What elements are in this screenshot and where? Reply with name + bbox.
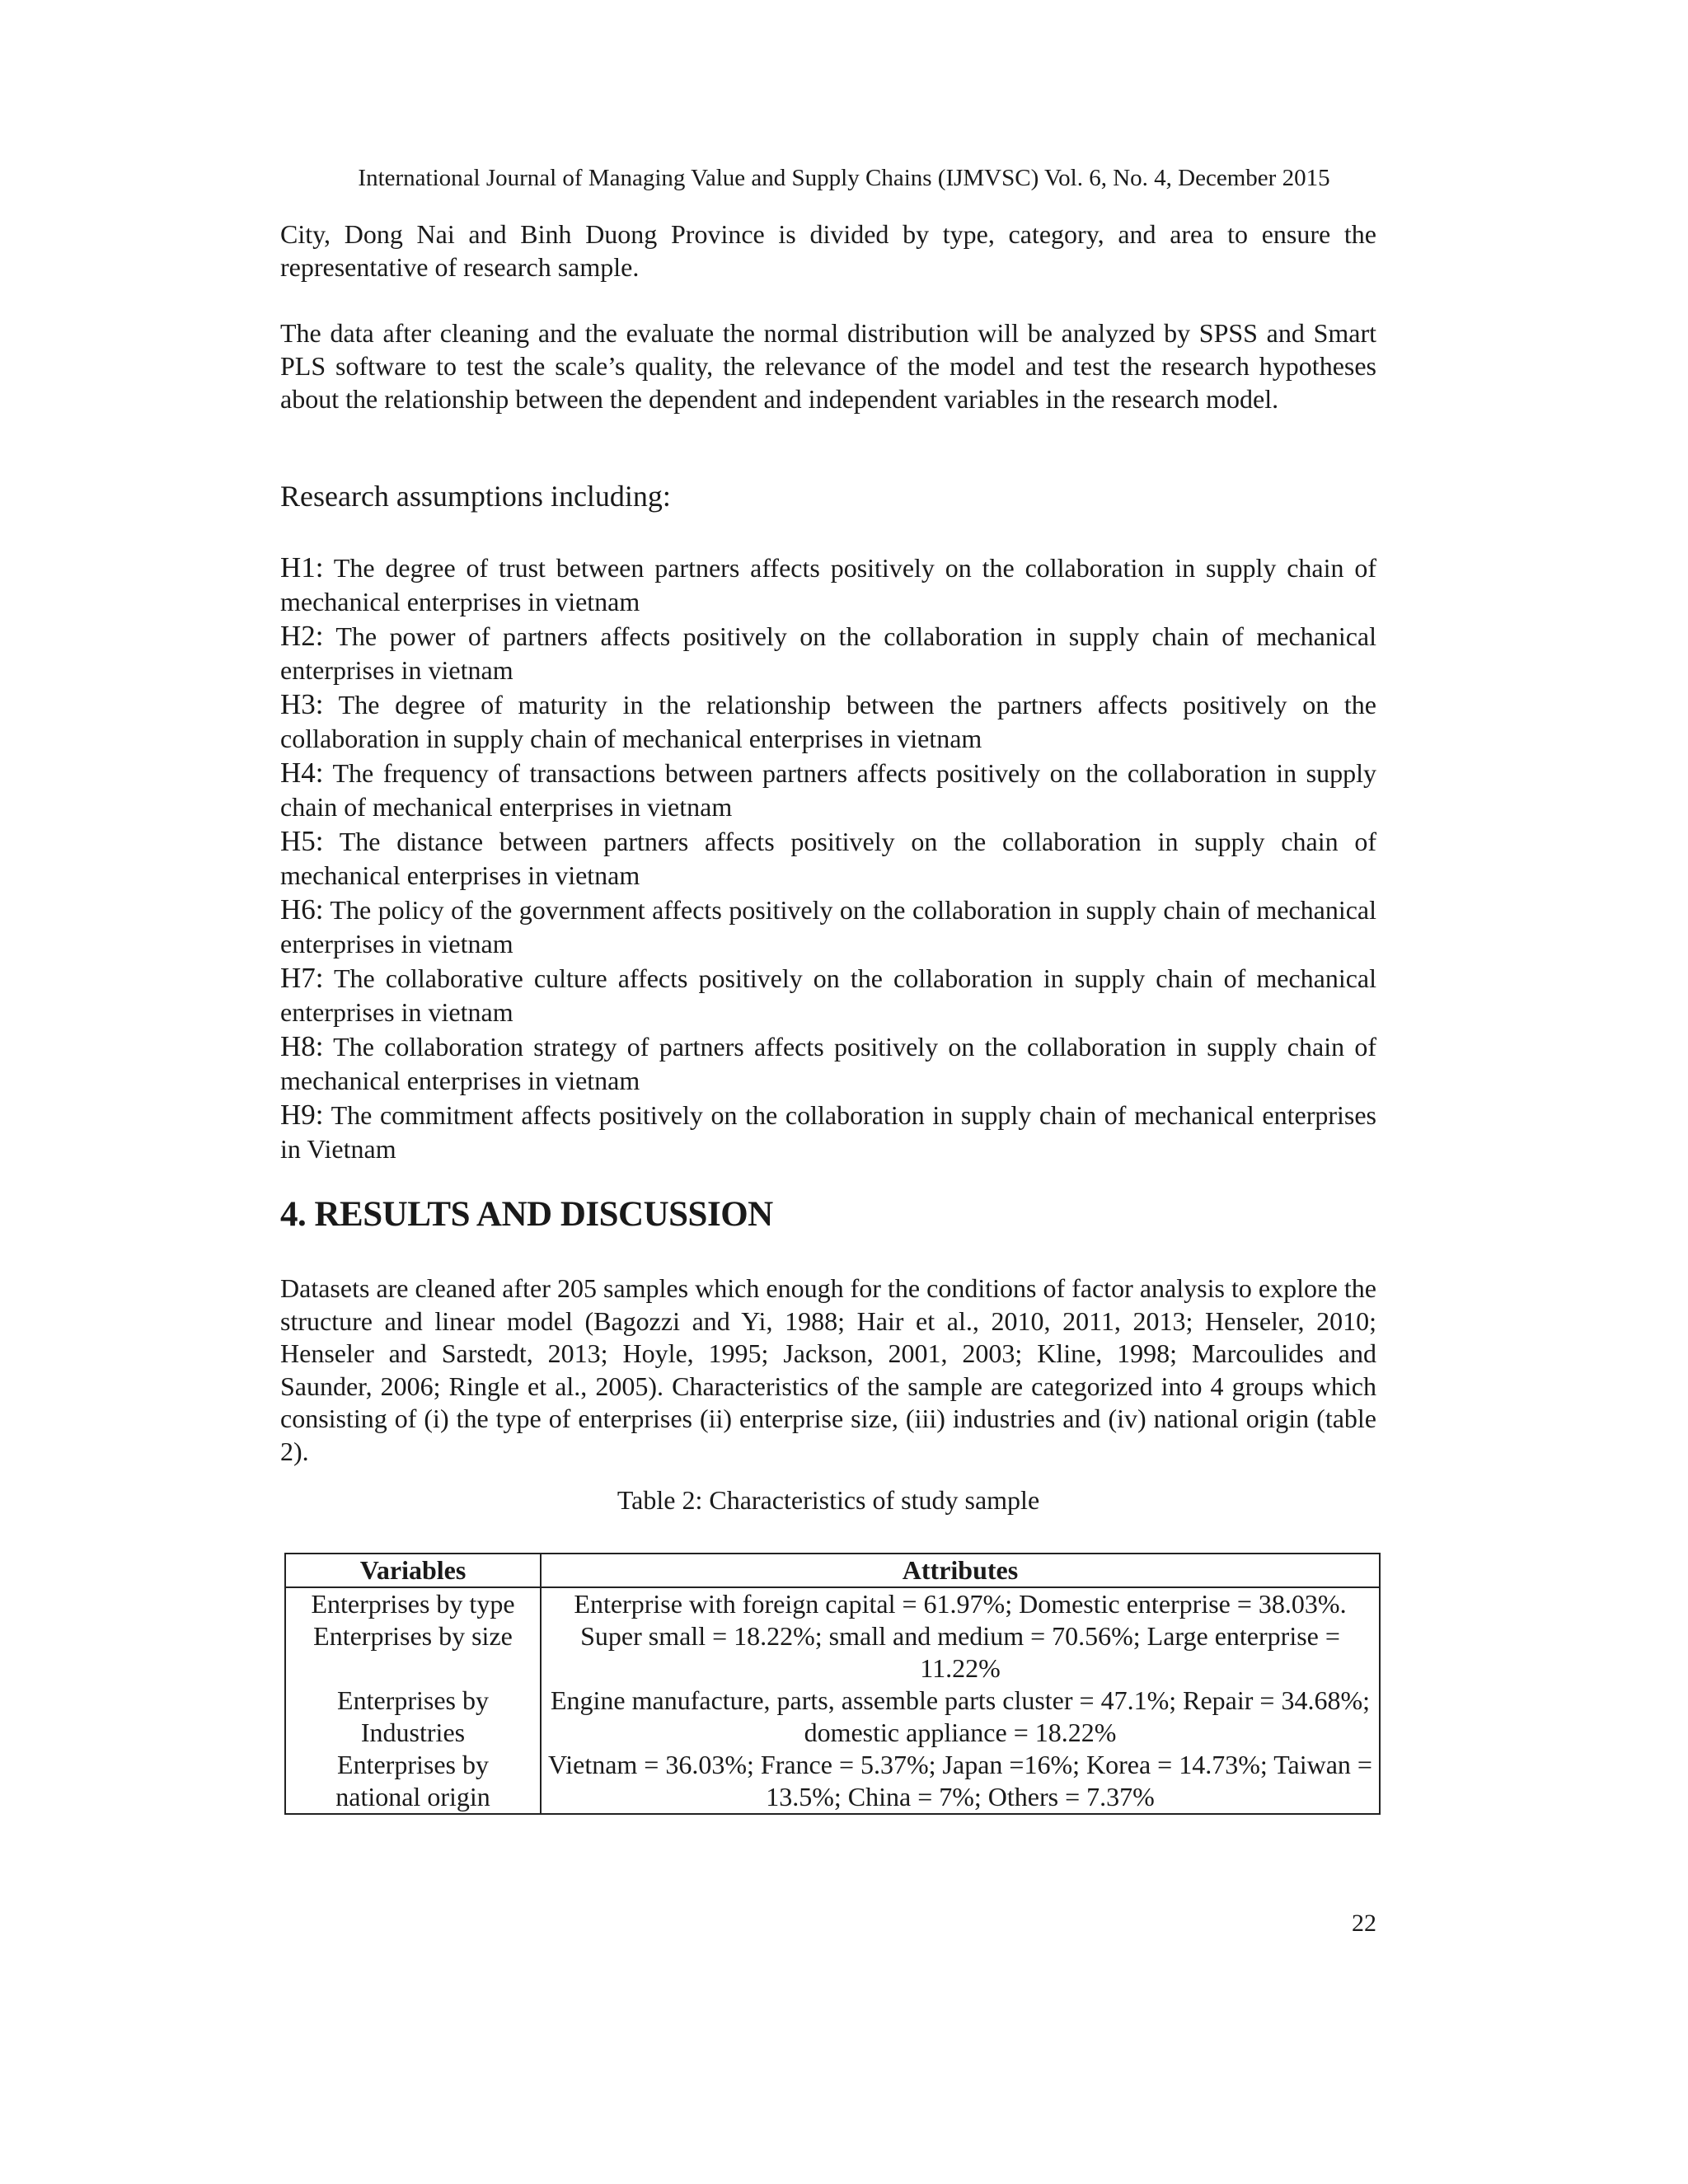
hypothesis-text: The degree of trust between partners affects positively on the collaboration in supply chain of mechanical enterprises in vietnam bbox=[280, 553, 1377, 616]
hypothesis-text: The collaborative culture affects positively on the collaboration in supply chain of mechanical enterprises in vietnam bbox=[280, 963, 1377, 1027]
cell-variable: Enterprises by type bbox=[285, 1587, 541, 1620]
hypotheses-list bbox=[280, 551, 1376, 1166]
hypothesis-id: H6: bbox=[280, 893, 324, 926]
table-row bbox=[285, 1587, 1380, 1620]
hypothesis-text: The commitment affects positively on the collaboration in supply chain of mechanical enterprises in Vietnam bbox=[280, 1100, 1377, 1164]
hypothesis-item bbox=[280, 893, 1376, 961]
cell-attributes: Engine manufacture, parts, assemble parts cluster = 47.1%; Repair = 34.68%; domestic appliance = 18.22% bbox=[541, 1685, 1380, 1749]
cell-attributes: Super small = 18.22%; small and medium = 70.56%; Large enterprise = 11.22% bbox=[541, 1620, 1380, 1685]
hypothesis-id: H7: bbox=[280, 962, 324, 994]
hypothesis-text: The distance between partners affects positively on the collaboration in supply chain of mechanical enterprises in vietnam bbox=[280, 827, 1377, 890]
hypothesis-item bbox=[280, 1098, 1376, 1166]
hypothesis-id: H3: bbox=[280, 688, 324, 720]
paragraph-data-analysis: The data after cleaning and the evaluate the normal distribution will be analyzed by SPSS and Smart PLS software to test the scale’s quality, the relevance of the model and test the research hypotheses about the relationship between the dependent and independent variables in the research model. bbox=[280, 318, 1376, 414]
hypothesis-text: The policy of the government affects positively on the collaboration in supply chain of mechanical enterprises in vietnam bbox=[280, 895, 1377, 958]
column-header-variables: Variables bbox=[285, 1554, 541, 1587]
hypothesis-id: H1: bbox=[280, 551, 324, 583]
hypothesis-text: The degree of maturity in the relationship between the partners affects positively on the collaboration in supply chain of mechanical enterprises in vietnam bbox=[280, 690, 1377, 753]
hypothesis-id: H2: bbox=[280, 620, 324, 652]
running-header: International Journal of Managing Value and Supply Chains (IJMVSC) Vol. 6, No. 4, December 2015 bbox=[358, 165, 1330, 191]
cell-attributes: Enterprise with foreign capital = 61.97%; Domestic enterprise = 38.03%. bbox=[541, 1587, 1380, 1620]
hypothesis-item bbox=[280, 1029, 1376, 1098]
hypothesis-id: H4: bbox=[280, 757, 324, 789]
paragraph-results: Datasets are cleaned after 205 samples which enough for the conditions of factor analysis to explore the structure and linear model (Bagozzi and Yi, 1988; Hair et al., 2010, 2011, 2013; Henseler, 2010; Henseler and Sarstedt, 2013; Hoyle, 1995; Jackson, 2001, 2003; Kline, 1998; Marcoulides and Saunder, 2006; Ringle et al., 2005). Characteristics of the sample are categorized into 4 groups which consisting of (i) the type of enterprises (ii) enterprise size, (iii) industries and (iv) national origin (table 2). bbox=[280, 1273, 1376, 1466]
cell-variable: Enterprises by Industries bbox=[285, 1685, 541, 1749]
hypothesis-item bbox=[280, 551, 1376, 619]
cell-variable: Enterprises by size bbox=[285, 1620, 541, 1685]
hypothesis-text: The collaboration strategy of partners affects positively on the collaboration in supply chain of mechanical enterprises in vietnam bbox=[280, 1032, 1377, 1095]
hypothesis-item bbox=[280, 687, 1376, 756]
cell-variable: Enterprises by national origin bbox=[285, 1749, 541, 1814]
hypothesis-text: The frequency of transactions between partners affects positively on the collaboration in supply chain of mechanical enterprises in vietnam bbox=[280, 758, 1377, 822]
table-caption: Table 2: Characteristics of study sample bbox=[617, 1485, 1040, 1515]
hypothesis-item bbox=[280, 619, 1376, 687]
page-number: 22 bbox=[1352, 1910, 1376, 1937]
hypothesis-item bbox=[280, 824, 1376, 893]
section-heading: 4. RESULTS AND DISCUSSION bbox=[280, 1195, 773, 1234]
paragraph-sample-area: City, Dong Nai and Binh Duong Province is divided by type, category, and area to ensure the representative of research sample. bbox=[280, 219, 1376, 282]
table-header-row bbox=[285, 1554, 1380, 1587]
hypothesis-text: The power of partners affects positively on the collaboration in supply chain of mechanical enterprises in vietnam bbox=[280, 621, 1377, 685]
column-header-attributes: Attributes bbox=[541, 1554, 1380, 1587]
sample-characteristics-table bbox=[284, 1553, 1381, 1815]
hypothesis-item bbox=[280, 756, 1376, 824]
table-row bbox=[285, 1685, 1380, 1749]
hypothesis-item bbox=[280, 961, 1376, 1029]
cell-attributes: Vietnam = 36.03%; France = 5.37%; Japan =16%; Korea = 14.73%; Taiwan = 13.5%; China = 7%; Others = 7.37% bbox=[541, 1749, 1380, 1814]
table-row bbox=[285, 1620, 1380, 1685]
table-row bbox=[285, 1749, 1380, 1814]
hypothesis-id: H8: bbox=[280, 1030, 324, 1062]
assumptions-intro: Research assumptions including: bbox=[280, 480, 671, 513]
hypothesis-id: H9: bbox=[280, 1099, 324, 1131]
hypothesis-id: H5: bbox=[280, 825, 324, 857]
